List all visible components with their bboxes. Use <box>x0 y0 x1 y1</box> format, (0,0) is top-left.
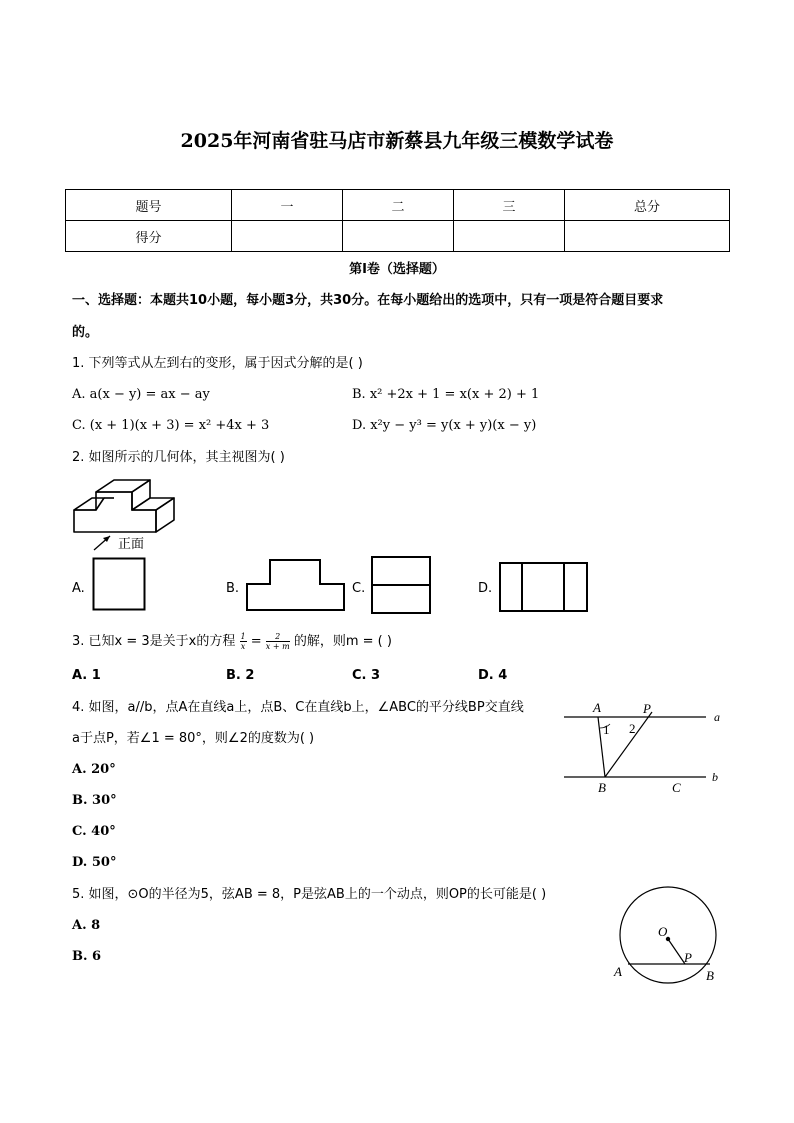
score-cell <box>343 221 454 252</box>
instruction-line-1: 一、选择题：本题共10小题，每小题3分，共30分。在每小题给出的选项中，只有一项是符合题目要求 <box>72 293 664 308</box>
q3-stem-part-a: 3. 已知x = 3是关于x的方程 <box>72 634 236 649</box>
q4-label-P: P <box>643 701 651 716</box>
q4-label-a: a <box>714 710 720 724</box>
q1-stem: 1. 下列等式从左到右的变形，属于因式分解的是( ) <box>72 356 363 371</box>
q1-option-b: B. x² +2x + 1 = x(x + 2) + 1 <box>352 387 540 402</box>
score-header-cell: 三 <box>454 190 565 221</box>
score-header-cell: 题号 <box>66 190 232 221</box>
q5-circle-figure <box>606 884 726 994</box>
q4-stem-line-2: a于点P，若∠1 = 80°，则∠2的度数为( ) <box>72 731 315 746</box>
page-title: 2025年河南省驻马店市新蔡县九年级三模数学试卷 <box>180 130 614 152</box>
score-header-cell: 一 <box>232 190 343 221</box>
q4-label-A: A <box>593 700 601 715</box>
score-table-header-row <box>66 190 730 221</box>
q4-option-b: B. 30° <box>72 793 117 808</box>
q4-option-d: D. 50° <box>72 855 117 870</box>
q2-option-a: A. <box>72 581 85 596</box>
score-row-label: 得分 <box>66 221 232 252</box>
q2-option-c-figure <box>370 555 432 615</box>
q3-frac2-numerator: 2 <box>266 632 290 642</box>
score-header-cell: 二 <box>343 190 454 221</box>
q2-option-a-figure <box>92 557 148 613</box>
q4-label-b: b <box>712 770 718 784</box>
score-cell <box>454 221 565 252</box>
q4-option-a: A. 20° <box>72 762 116 777</box>
q3-equals: = <box>250 634 262 649</box>
q2-option-d-figure <box>498 561 590 613</box>
q5-option-b: B. 6 <box>72 949 102 964</box>
q3-option-c: C. 3 <box>352 668 381 683</box>
q5-stem: 5. 如图，⊙O的半径为5，弦AB = 8，P是弦AB上的一个动点，则OP的长可能是( ) <box>72 887 547 902</box>
score-cell <box>565 221 730 252</box>
q4-option-c: C. 40° <box>72 824 116 839</box>
q3-frac1-numerator: 1 <box>240 632 246 641</box>
q2-option-c: C. <box>352 581 366 596</box>
instruction-line-2: 的。 <box>72 325 99 340</box>
q3-stem <box>72 632 392 651</box>
q1-option-d: D. x²y − y³ = y(x + y)(x − y) <box>352 418 537 433</box>
q3-fraction-2 <box>266 632 290 651</box>
q2-option-b: B. <box>226 581 240 596</box>
q4-label-C: C <box>672 780 681 795</box>
q4-label-B: B <box>598 780 606 795</box>
q4-label-angle-2: 2 <box>629 721 636 736</box>
q3-option-a: A. 1 <box>72 668 101 683</box>
q3-frac1-denominator: x <box>240 642 246 651</box>
q2-front-label: 正面 <box>118 537 145 552</box>
q2-option-b-figure <box>244 557 348 613</box>
q5-option-a: A. 8 <box>72 918 101 933</box>
q1-option-c: C. (x + 1)(x + 3) = x² +4x + 3 <box>72 418 270 433</box>
score-header-cell: 总分 <box>565 190 730 221</box>
score-cell <box>232 221 343 252</box>
q5-label-A: A <box>614 964 622 979</box>
q4-stem-line-1: 4. 如图，a//b，点A在直线a上，点B、C在直线b上，∠ABC的平分线BP交直线 <box>72 700 524 715</box>
q3-frac2-denominator: x + m <box>265 642 290 651</box>
q3-fraction-1 <box>240 632 247 651</box>
q3-stem-part-b: 的解，则m = ( ) <box>293 634 392 649</box>
q4-label-angle-1: 1 <box>603 722 610 737</box>
score-table <box>65 189 730 252</box>
q3-option-b: B. 2 <box>226 668 255 683</box>
q2-stem: 2. 如图所示的几何体，其主视图为( ) <box>72 450 285 465</box>
q4-parallel-lines-figure <box>556 698 726 798</box>
q5-label-O: O <box>658 924 668 939</box>
score-table-row <box>66 221 730 252</box>
q2-option-d: D. <box>478 581 493 596</box>
q5-label-B: B <box>706 968 714 983</box>
q1-option-a: A. a(x − y) = ax − ay <box>72 387 210 402</box>
q5-label-P: P <box>684 950 692 965</box>
q3-option-d: D. 4 <box>478 668 508 683</box>
section-title: 第I卷（选择题） <box>349 262 445 277</box>
